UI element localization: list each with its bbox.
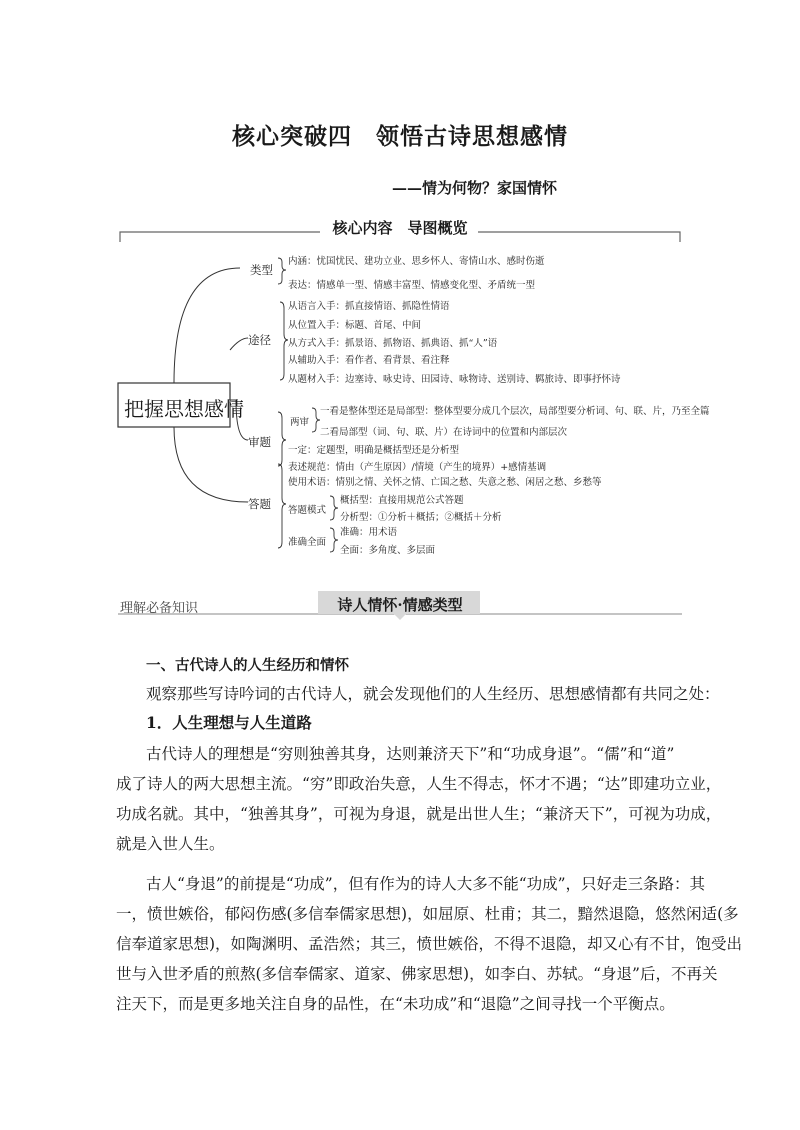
section-label: 理解必备知识 [120,601,199,616]
group-label-accurate: 准确全面 [288,537,327,548]
branch-label-types: 类型 [250,263,273,277]
branch-item: 从方式入手：抓景语、抓物语、抓典语、抓“人”语 [288,338,498,349]
branch-item: 全面：多角度、多层面 [340,545,436,556]
paragraph-line: 注天下，而是更多地关注自身的品性，在“未功成”和“退隐”之间寻找一个平衡点。 [116,995,675,1013]
mindmap-root: 把握思想感情 [124,397,244,421]
branch-item: 内涵：忧国忧民、建功立业、思乡怀人、寄情山水、感时伤逝 [288,256,545,267]
group-label-answer-mode: 答题模式 [288,505,327,516]
branch-item: 从语言入手：抓直接情语、抓隐性情语 [288,301,450,312]
sub-heading: 1．人生理想与人生道路 [146,713,312,732]
paragraph-line: 信奉道家思想)，如陶渊明、孟浩然；其三，愤世嫉俗，不得不退隐，却又心有不甘，饱受出 [116,935,743,953]
paragraph-line: 世与入世矛盾的煎熬(多信奉儒家、道家、佛家思想)，如李白、苏轼。“身退”后，不再关 [116,965,718,983]
sub-label-two-review: 两审 [290,417,310,428]
branch-item: 从位置入手：标题、首尾、中间 [288,320,422,331]
branch-label-answer: 答题 [248,497,271,511]
section-title: 诗人情怀·情感类型 [337,596,463,614]
branch-item: 表达：情感单一型、情感丰富型、情感变化型、矛盾统一型 [288,280,536,291]
paragraph-line: 古代诗人的理想是“穷则独善其身，达则兼济天下”和“功成身退”。“儒”和“道” [146,745,675,763]
paragraph-line: 古人“身退”的前提是“功成”，但有作为的诗人大多不能“功成”，只好走三条路：其 [146,875,706,893]
branch-item: 表述规范：情由（产生原因）/情境（产生的境界）+感情基调 [288,462,547,473]
paragraph-line: 功成名就。其中，“独善其身”，可视为身退，就是出世人生；“兼济天下”，可视为功成， [116,805,722,823]
paragraph-line: 就是入世人生。 [116,835,225,853]
branch-item: 二看局部型（词、句、联、片）在诗词中的位置和内部层次 [320,427,568,438]
page-subtitle: ——情为何物？家国情怀 [392,179,558,197]
branch-item: 一定：定题型，明确是概括型还是分析型 [288,445,460,456]
branch-label-paths: 途径 [248,333,271,347]
page-title: 核心突破四 领悟古诗思想感情 [232,123,568,150]
branch-item: 分析型：①分析＋概括；②概括＋分析 [340,512,502,523]
paragraph-line: 一，愤世嫉俗，郁闷伤感(多信奉儒家思想)，如屈原、杜甫；其二，黯然退隐，悠然闲适(多 [116,905,739,923]
branch-item: 准确：用术语 [340,527,398,538]
branch-item: 从题材入手：边塞诗、咏史诗、田园诗、咏物诗、送别诗、羁旅诗、即事抒怀诗 [288,374,621,385]
branch-label-review: 审题 [248,435,271,449]
banner-title: 核心内容 导图概览 [332,219,468,237]
branch-item: 一看是整体型还是局部型：整体型要分成几个层次，局部型要分析词、句、联、片，乃至全篇 [320,406,710,417]
branch-item: 从辅助入手：看作者、看背景、看注释 [288,355,450,366]
branch-item: 概括型：直接用规范公式答题 [340,495,464,506]
paragraph-line: 成了诗人的两大思想主流。“穷”即政治失意，人生不得志，怀才不遇；“达”即建功立业， [116,775,722,793]
heading-1: 一、古代诗人的人生经历和情怀 [146,657,349,674]
branch-item: 使用术语：情别之情、关怀之情、亡国之愁、失意之愁、闲居之愁、乡愁等 [288,477,602,488]
intro-paragraph: 观察那些写诗吟词的古代诗人，就会发现他们的人生经历、思想感情都有共同之处： [146,685,720,703]
